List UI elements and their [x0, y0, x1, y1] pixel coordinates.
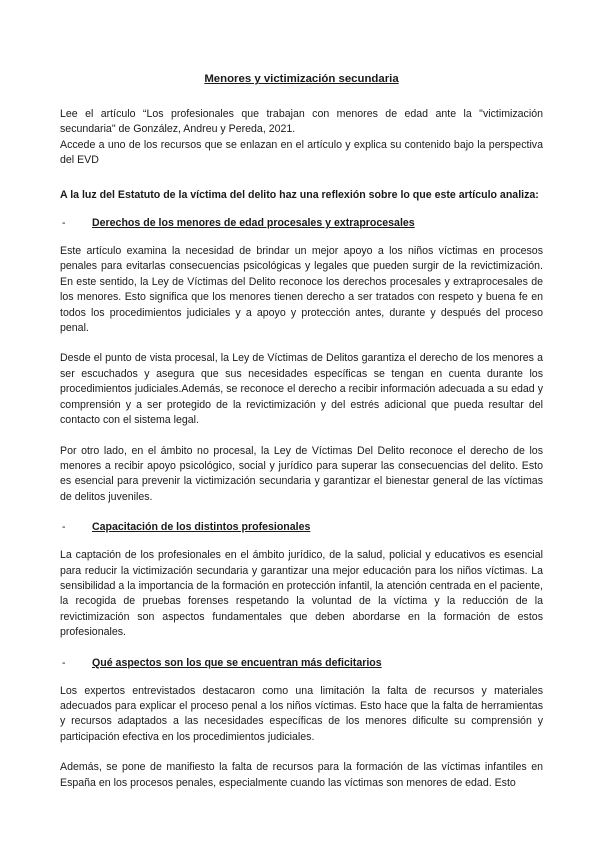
- intro-block: [60, 107, 543, 169]
- bullet-marker: -: [62, 217, 66, 230]
- intro-line: Accede a uno de los recursos que se enlazan en el artículo y explica su contenido bajo la perspectiva del EVD: [60, 138, 543, 167]
- body-paragraph: Los expertos entrevistados destacaron como una limitación la falta de recursos y materiales adecuados para explicar el proceso penal a los niños víctimas. Esto hace que la falta de herramientas y recursos adaptados a las necesidades específicas de los menores dificulte su comprensión y participación efectiva en los procedimientos judiciales.: [60, 684, 543, 743]
- lead-question: A la luz del Estatuto de la víctima del delito haz una reflexión sobre lo que este artículo analiza:: [60, 188, 539, 201]
- section-heading: [60, 520, 543, 535]
- section-heading-text: Capacitación de los distintos profesionales: [92, 521, 311, 534]
- body-paragraph: La captación de los profesionales en el ámbito jurídico, de la salud, policial y educativos es esencial para reducir la victimización secundaria y garantizar una mejor educación para los niños víctimas. La sensibilidad a la importancia de la formación en protección infantil, la atención centrada en el paciente, la recogida de pruebas forenses respetando la voluntad de la víctima y la reducción de la revictimización son aspectos fundamentales que deben abordarse en la formación de estos profesionales.: [60, 549, 543, 639]
- intro-line: Lee el artículo “Los profesionales que trabajan con menores de edad ante la "victimización secundaria" de González, Andreu y Pereda, 2021.: [60, 108, 543, 136]
- section-heading: [60, 656, 543, 671]
- body-paragraph: Este artículo examina la necesidad de brindar un mejor apoyo a los niños víctimas en procesos penales para evitarlas consecuencias psicológicas y legales que pueden surgir de la revictimización. En este sentido, la Ley de Víctimas del Delito reconoce los derechos procesales y extraprocesales de los menores. Esto significa que los menores tienen derecho a ser tratados con respeto y buena fe en todos los procedimientos judiciales y a apoyo y protección antes, durante y después del proceso penal.: [60, 245, 543, 335]
- body-paragraph: Desde el punto de vista procesal, la Ley de Víctimas de Delitos garantiza el derecho de los menores a ser escuchados y asegura que sus necesidades específicas se tengan en cuenta durante los procedimientos judiciales.Además, se reconoce el derecho a recibir información adecuada a su edad y comprensión y a ser protegido de la revictimización y del estrés adicional que pueda resultar del contacto con el sistema legal.: [60, 352, 543, 427]
- bullet-marker: -: [62, 656, 66, 669]
- body-paragraph: Además, se pone de manifiesto la falta de recursos para la formación de las víctimas infantiles en España en los procesos penales, especialmente cuando las víctimas son menores de edad. Esto: [60, 761, 543, 789]
- section-heading-text: Qué aspectos son los que se encuentran más deficitarios: [92, 656, 382, 669]
- body-paragraph: Por otro lado, en el ámbito no procesal, la Ley de Víctimas Del Delito reconoce el derecho de los menores a recibir apoyo psicológico, social y jurídico para superar las consecuencias del delito. Esto es esencial para prevenir la victimización secundaria y garantizar el bienestar general de las víctimas de delitos juveniles.: [60, 444, 543, 503]
- document-title: Menores y victimización secundaria: [204, 73, 399, 85]
- section-heading: [60, 216, 543, 231]
- bullet-marker: -: [62, 521, 66, 534]
- section-heading-text: Derechos de los menores de edad procesales y extraprocesales: [92, 217, 415, 230]
